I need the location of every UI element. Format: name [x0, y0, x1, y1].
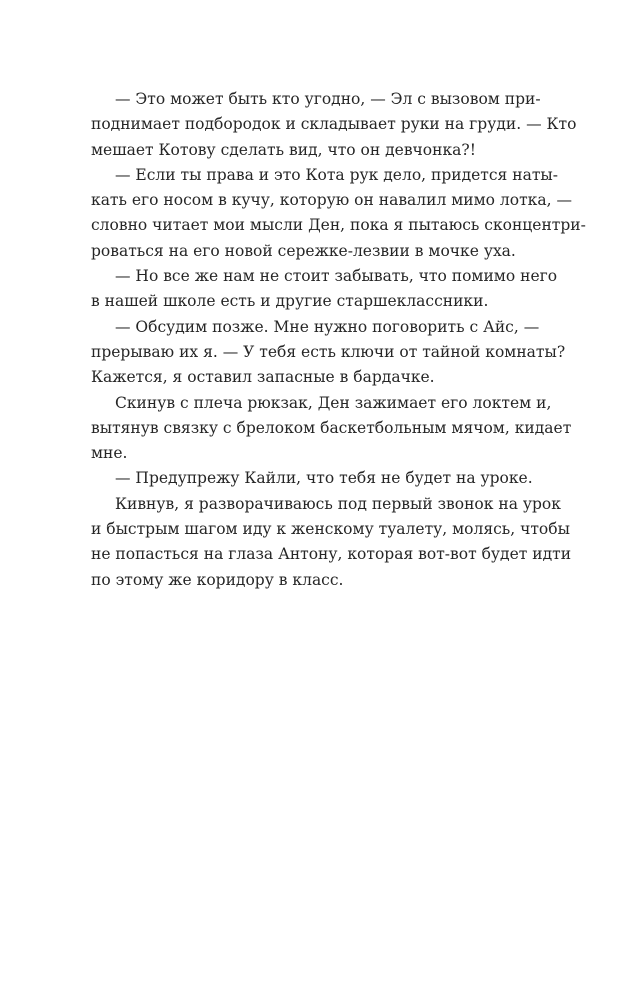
text-line: кать его носом в кучу, которую он навалил мимо лотка, — — [91, 191, 572, 210]
text-line: мешает Котову сделать вид, что он девчонка?! — [91, 140, 476, 159]
paragraph-5 — [91, 391, 572, 467]
text-line: Кажется, я оставил запасные в бардачке. — [91, 368, 435, 387]
paragraph-2 — [91, 163, 586, 264]
paragraph-4 — [91, 315, 566, 391]
text-line: прерываю их я. — У тебя есть ключи от тайной комнаты? — [91, 342, 566, 361]
paragraph-1 — [91, 87, 577, 163]
text-line: по этому же коридору в класс. — [91, 570, 344, 589]
paragraph-6 — [91, 466, 533, 491]
text-line: поднимает подбородок и складывает руки на груди. — Кто — [91, 115, 577, 134]
paragraph-7 — [91, 492, 572, 593]
text-line: Скинув с плеча рюкзак, Ден зажимает его локтем и, — [115, 393, 552, 412]
text-line: словно читает мои мысли Ден, пока я пытаюсь сконцентри- — [91, 216, 586, 235]
text-line: Кивнув, я разворачиваюсь под первый звонок на урок — [115, 494, 561, 513]
text-line: в нашей школе есть и другие старшеклассники. — [91, 292, 489, 311]
text-line: роваться на его новой сережке-лезвии в мочке уха. — [91, 241, 516, 260]
text-line: — Предупрежу Кайли, что тебя не будет на уроке. — [115, 469, 533, 488]
text-line: — Но все же нам не стоит забывать, что помимо него — [115, 267, 558, 286]
text-line: — Обсудим позже. Мне нужно поговорить с Айс, — — [115, 317, 540, 336]
text-line: не попасться на глаза Антону, которая вот-вот будет идти — [91, 545, 572, 564]
text-line: — Это может быть кто угодно, — Эл с вызовом при- — [115, 90, 541, 108]
text-body — [91, 87, 586, 593]
text-line: и быстрым шагом иду к женскому туалету, молясь, чтобы — [91, 520, 570, 539]
paragraph-3 — [91, 264, 558, 315]
text-line: мне. — [91, 444, 128, 463]
text-line: — Если ты права и это Кота рук дело, придется наты- — [115, 165, 558, 184]
text-line: вытянув связку с брелоком баскетбольным мячом, кидает — [91, 418, 572, 437]
